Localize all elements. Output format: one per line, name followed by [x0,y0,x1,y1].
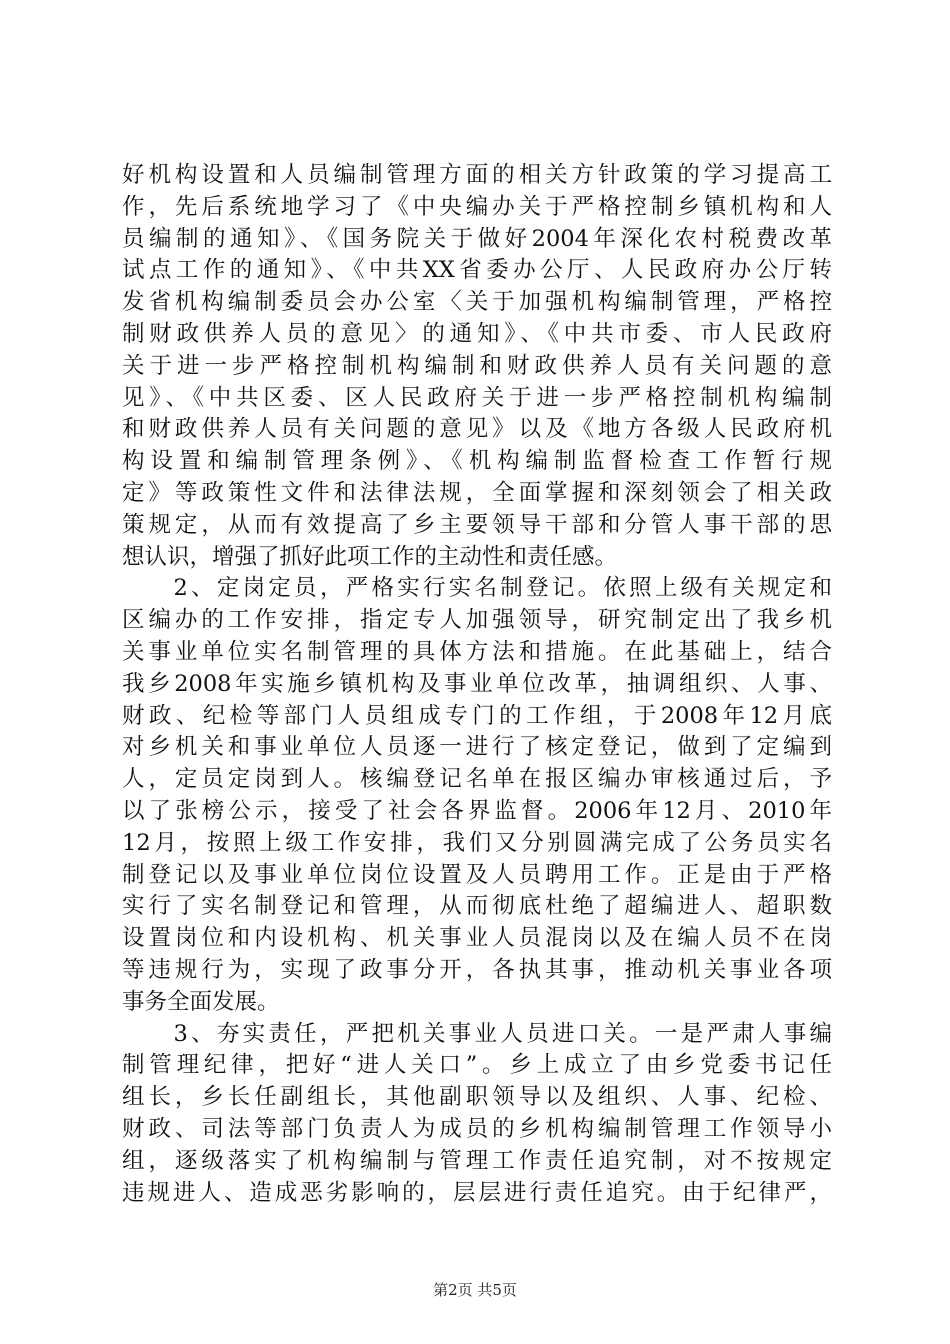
text-line: 我乡2008年实施乡镇机构及事业单位改革，抽调组织、人事、 [122,670,832,697]
text-line: 想认识，增强了抓好此项工作的主动性和责任感。 [122,543,618,570]
text-line: 定》等政策性文件和法律法规，全面掌握和深刻领会了相关政 [122,479,832,506]
text-line: 实行了实名制登记和管理，从而彻底杜绝了超编进人、超职数 [122,893,832,920]
text-line: 试点工作的通知》、《中共XX省委办公厅、人民政府办公厅转 [122,257,832,284]
text-line: 以了张榜公示，接受了社会各界监督。2006年12月、2010年 [122,797,832,824]
text-line: 策规定，从而有效提高了乡主要领导干部和分管人事干部的思 [122,511,832,538]
text-line: 组长，乡长任副组长，其他副职领导以及组织、人事、纪检、 [122,1084,832,1111]
text-line: 财政、纪检等部门人员组成专门的工作组，于2008年12月底 [122,702,832,729]
text-line: 关事业单位实名制管理的具体方法和措施。在此基础上，结合 [122,638,832,665]
text-line: 制登记以及事业单位岗位设置及人员聘用工作。正是由于严格 [122,861,832,888]
text-line: 设置岗位和内设机构、机关事业人员混岗以及在编人员不在岗 [122,925,832,952]
text-line: 区编办的工作安排，指定专人加强领导，研究制定出了我乡机 [122,607,832,634]
page-number-footer: 第2页 共5页 [433,1281,517,1299]
text-line: 和财政供养人员有关问题的意见》以及《地方各级人民政府机 [122,416,832,443]
text-line: 关于进一步严格控制机构编制和财政供养人员有关问题的意 [122,352,832,379]
text-line: 12月，按照上级工作安排，我们又分别圆满完成了公务员实名 [122,829,832,856]
body-text [122,160,832,1209]
text-line: 组，逐级落实了机构编制与管理工作责任追究制，对不按规定 [122,1147,832,1174]
text-line: 事务全面发展。 [122,988,280,1015]
text-line: 2、定岗定员，严格实行实名制登记。依照上级有关规定和 [122,575,832,602]
text-line: 员编制的通知》、《国务院关于做好2004年深化农村税费改革 [122,225,832,252]
text-line: 好机构设置和人员编制管理方面的相关方针政策的学习提高工 [122,162,832,188]
text-line: 等违规行为，实现了政事分开，各执其事，推动机关事业各项 [122,956,832,983]
text-line: 发省机构编制委员会办公室〈关于加强机构编制管理，严格控 [122,289,832,316]
text-line: 见》、《中共区委、区人民政府关于进一步严格控制机构编制 [122,384,832,411]
text-line: 作，先后系统地学习了《中央编办关于严格控制乡镇机构和人 [122,193,832,220]
text-line: 3、夯实责任，严把机关事业人员进口关。一是严肃人事编 [122,1020,832,1047]
text-line: 财政、司法等部门负责人为成员的乡机构编制管理工作领导小 [122,1115,832,1142]
text-line: 人，定员定岗到人。核编登记名单在报区编办审核通过后，予 [122,766,832,793]
text-line: 制管理纪律，把好“进人关口”。乡上成立了由乡党委书记任 [122,1052,832,1079]
text-line: 违规进人、造成恶劣影响的，层层进行责任追究。由于纪律严， [122,1179,832,1206]
text-line: 构设置和编制管理条例》、《机构编制监督检查工作暂行规 [122,448,832,475]
text-line: 制财政供养人员的意见〉的通知》、《中共市委、市人民政府 [122,320,832,347]
text-line: 对乡机关和事业单位人员逐一进行了核定登记，做到了定编到 [122,734,832,761]
